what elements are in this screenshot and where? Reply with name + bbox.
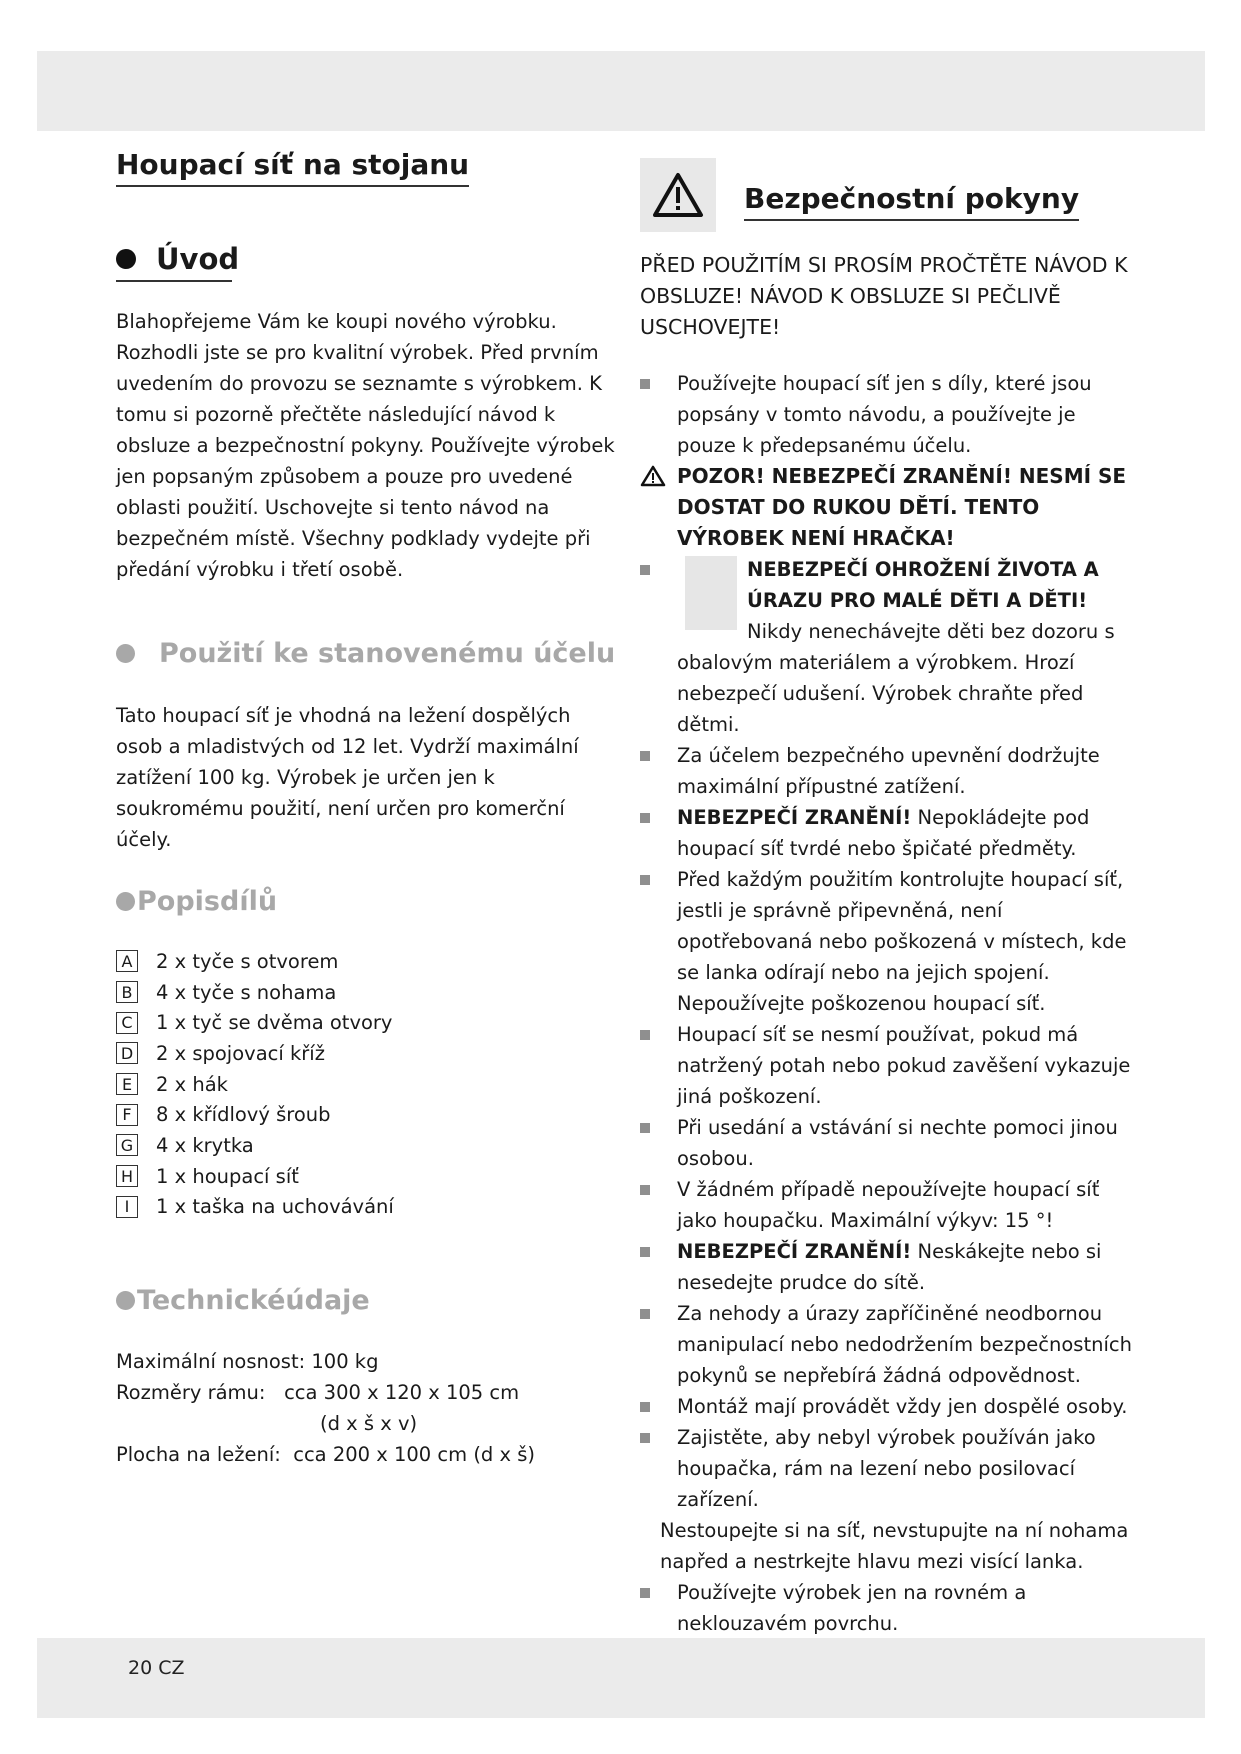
technical-data <box>116 1346 535 1470</box>
frame-size: Rozměry rámu: cca 300 x 120 x 105 cm <box>116 1381 520 1404</box>
part-letter: C <box>116 1012 138 1034</box>
part-letter: D <box>116 1042 138 1064</box>
rule-text: Používejte výrobek jen na rovném a neklouzavém povrchu. <box>677 1581 1027 1635</box>
section-heading-technical <box>116 1285 370 1316</box>
part-text: 2 x hák <box>156 1072 228 1096</box>
lying-area: Plocha na ležení: cca 200 x 100 cm (d x š) <box>116 1443 536 1466</box>
parts-list <box>116 946 394 1222</box>
part-text: 4 x krytka <box>156 1133 254 1157</box>
section-heading-intro <box>116 242 239 276</box>
bullet-icon <box>116 644 135 663</box>
part-text: 1 x houpací síť <box>156 1164 299 1188</box>
part-letter: I <box>116 1196 138 1218</box>
rule-text: Houpací síť se nesmí používat, pokud má natržený potah nebo pokud zavěšení vykazuje jiná poškození. <box>677 1023 1131 1108</box>
list-item <box>640 554 1140 740</box>
bullet-icon <box>116 249 136 269</box>
list-item <box>640 1174 1140 1236</box>
list-item <box>640 1515 1140 1577</box>
document-title: Houpací síť na stojanu <box>116 148 469 187</box>
list-item <box>640 1112 1140 1174</box>
child-warning-bold: NEBEZPEČÍ OHROŽENÍ ŽIVOTA A ÚRAZU PRO MALÉ DĚTI A DĚTI! <box>747 558 1099 612</box>
rule-text: Používejte houpací síť jen s díly, které jsou popsány v tomto návodu, a používejte je pouze k předepsanému účelu. <box>677 372 1092 457</box>
bullet-icon <box>116 892 135 911</box>
rule-text: Nepokládejte pod houpací síť tvrdé nebo špičaté předměty. <box>677 806 1090 860</box>
rule-text: V žádném případě nepoužívejte houpací síť jako houpačku. Maximální výkyv: 15 °! <box>677 1178 1100 1232</box>
list-item <box>116 1192 394 1223</box>
list-item <box>116 1069 394 1100</box>
header-band <box>37 51 1205 131</box>
injury-label: NEBEZPEČÍ ZRANĚNÍ! <box>677 806 912 829</box>
bullet-icon <box>116 1291 135 1310</box>
part-text: 1 x tyč se dvěma otvory <box>156 1011 393 1035</box>
warning-triangle-icon <box>652 172 704 218</box>
warning-triangle-icon <box>640 465 666 487</box>
technical-heading: Technickéúdaje <box>137 1285 370 1316</box>
list-item <box>116 1161 394 1192</box>
part-text: 2 x spojovací kříž <box>156 1041 325 1065</box>
list-item <box>640 461 1140 554</box>
part-text: 2 x tyče s otvorem <box>156 949 339 973</box>
list-item <box>640 1391 1140 1422</box>
parts-heading: Popisdílů <box>137 886 278 917</box>
list-item <box>640 740 1140 802</box>
safety-caps-intro: PŘED POUŽITÍM SI PROSÍM PROČTĚTE NÁVOD K OBSLUZE! NÁVOD K OBSLUZE SI PEČLIVĚ USCHOVEJTE! <box>640 253 1128 339</box>
list-item <box>116 977 394 1008</box>
part-letter: E <box>116 1073 138 1095</box>
page-number: 20 CZ <box>128 1657 185 1679</box>
warning-caps: POZOR! NEBEZPEČÍ ZRANĚNÍ! NESMÍ SE DOSTAT DO RUKOU DĚTÍ. TENTO VÝROBEK NENÍ HRAČKA! <box>677 464 1127 550</box>
part-text: 4 x tyče s nohama <box>156 980 337 1004</box>
part-text: 1 x taška na uchovávání <box>156 1195 394 1219</box>
list-item <box>640 1019 1140 1112</box>
injury-label: NEBEZPEČÍ ZRANĚNÍ! <box>677 1240 912 1263</box>
safety-title: Bezpečnostní pokyny <box>744 182 1079 221</box>
rule-text: Nestoupejte si na síť, nevstupujte na ní nohama napřed a nestrkejte hlavu mezi visící lanka. <box>660 1519 1129 1573</box>
intended-use-heading: Použití ke stanovenému účelu <box>159 638 616 669</box>
part-letter: A <box>116 950 138 972</box>
part-letter: G <box>116 1134 138 1156</box>
part-letter: F <box>116 1104 138 1126</box>
safety-rules <box>640 368 1140 1639</box>
list-item <box>116 1038 394 1069</box>
rule-text: Za nehody a úrazy zapříčiněné neodbornou manipulací nebo nedodržením bezpečnostních pokynů se nepřebírá žádná odpovědnost. <box>677 1302 1132 1387</box>
rule-text: Zajistěte, aby nebyl výrobek používán jako houpačka, rám na lezení nebo posilovací zařízení. <box>677 1426 1096 1511</box>
rule-text: Montáž mají provádět vždy jen dospělé osoby. <box>677 1395 1128 1418</box>
rule-text: Za účelem bezpečného upevnění dodržujte maximální přípustné zatížení. <box>677 744 1100 798</box>
list-item <box>116 1130 394 1161</box>
frame-dims: (d x š x v) <box>320 1412 418 1435</box>
list-item <box>640 1298 1140 1391</box>
list-item <box>640 1577 1140 1639</box>
warning-box <box>640 158 716 232</box>
list-item <box>640 1236 1140 1298</box>
list-item <box>640 802 1140 864</box>
part-letter: B <box>116 981 138 1003</box>
intro-text: Blahopřejeme Vám ke koupi nového výrobku. Rozhodli jste se pro kvalitní výrobek. Před prvním uvedením do provozu se seznamte s výrobkem. K tomu si pozorně přečtěte následující návod k obsluze a bezpečnostní pokyny. Používejte výrobek jen popsaným způsobem a pouze pro uvedené oblasti použití. Uschovejte si tento návod na bezpečném místě. Všechny podklady vydejte při předání výrobku i třetí osobě. <box>116 310 615 581</box>
section-heading-intended-use <box>116 638 615 669</box>
intro-heading: Úvod <box>156 242 240 276</box>
part-letter: H <box>116 1165 138 1187</box>
intended-use-text: Tato houpací síť je vhodná na ležení dospělých osob a mladistvých od 12 let. Vydrží maximální zatížení 100 kg. Výrobek je určen jen k soukromému použití, není určen pro komerční účely. <box>116 704 579 851</box>
list-item <box>640 864 1140 1019</box>
rule-text: Před každým použitím kontrolujte houpací síť, jestli je správně připevněná, není opotřebovaná nebo poškozená v místech, kde se lanka odírají nebo na jejich spojení. Nepoužívejte poškozenou houpací síť. <box>677 868 1127 1015</box>
child-warning-icon <box>685 556 737 630</box>
list-item <box>116 1099 394 1130</box>
rule-text: Při usedání a vstávání si nechte pomoci jinou osobou. <box>677 1116 1118 1170</box>
list-item <box>640 368 1140 461</box>
intro-underline <box>116 280 232 282</box>
max-load: Maximální nosnost: 100 kg <box>116 1350 379 1373</box>
rule-text: Neskákejte nebo si nesedejte prudce do sítě. <box>677 1240 1102 1294</box>
list-item <box>116 1007 394 1038</box>
part-text: 8 x křídlový šroub <box>156 1103 331 1127</box>
child-warning-text: Nikdy nenechávejte děti bez dozoru s obalovým materiálem a výrobkem. Hrozí nebezpečí udušení. Výrobek chraňte před dětmi. <box>677 620 1115 736</box>
section-heading-parts <box>116 886 277 917</box>
list-item <box>116 946 394 977</box>
list-item <box>640 1422 1140 1515</box>
footer-band <box>37 1638 1205 1718</box>
